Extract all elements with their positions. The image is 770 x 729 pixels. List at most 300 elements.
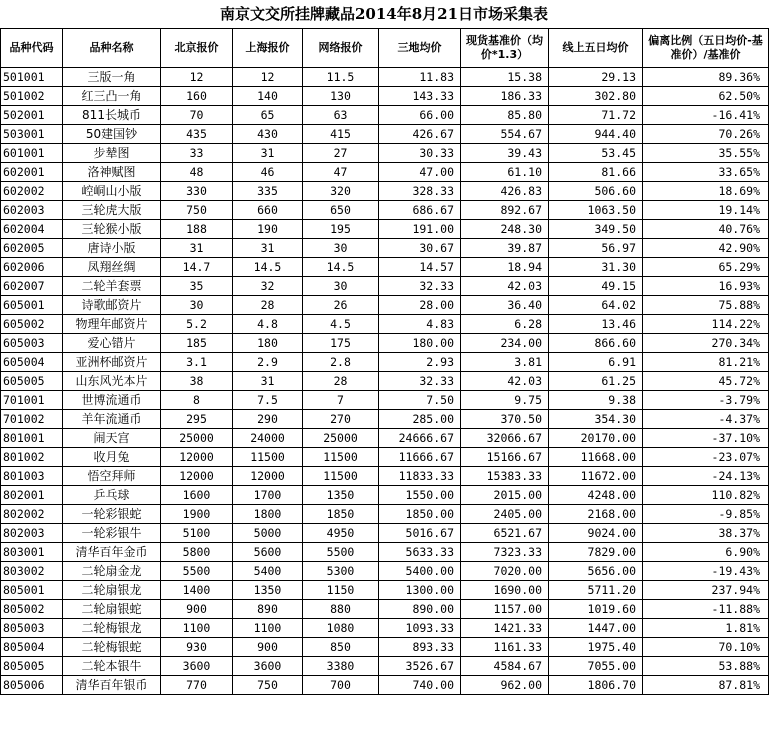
cell-deviation: -24.13% <box>643 467 769 486</box>
cell-avg: 426.67 <box>379 125 461 144</box>
cell-five-day: 1063.50 <box>549 201 643 220</box>
cell-beijing: 770 <box>161 676 233 695</box>
cell-base: 15383.33 <box>461 467 549 486</box>
table-row <box>1 68 769 87</box>
cell-avg: 1850.00 <box>379 505 461 524</box>
cell-beijing: 900 <box>161 600 233 619</box>
cell-five-day: 9024.00 <box>549 524 643 543</box>
cell-avg: 180.00 <box>379 334 461 353</box>
cell-base: 15166.67 <box>461 448 549 467</box>
cell-deviation: 270.34% <box>643 334 769 353</box>
cell-deviation: -19.43% <box>643 562 769 581</box>
cell-beijing: 330 <box>161 182 233 201</box>
cell-five-day: 29.13 <box>549 68 643 87</box>
cell-base: 15.38 <box>461 68 549 87</box>
cell-base: 186.33 <box>461 87 549 106</box>
cell-five-day: 9.38 <box>549 391 643 410</box>
cell-base: 42.03 <box>461 277 549 296</box>
cell-code: 605001 <box>1 296 63 315</box>
header-deviation: 偏离比例（五日均价-基准价）/基准价 <box>643 29 769 68</box>
header-row <box>1 29 769 68</box>
cell-avg: 3526.67 <box>379 657 461 676</box>
table-row <box>1 600 769 619</box>
cell-five-day: 49.15 <box>549 277 643 296</box>
cell-deviation: 16.93% <box>643 277 769 296</box>
cell-name: 三版一角 <box>63 68 161 87</box>
table-row <box>1 657 769 676</box>
cell-avg: 4.83 <box>379 315 461 334</box>
table-row <box>1 258 769 277</box>
cell-shanghai: 5400 <box>233 562 303 581</box>
cell-online: 26 <box>303 296 379 315</box>
cell-shanghai: 140 <box>233 87 303 106</box>
cell-deviation: 33.65% <box>643 163 769 182</box>
cell-avg: 328.33 <box>379 182 461 201</box>
cell-beijing: 5500 <box>161 562 233 581</box>
cell-shanghai: 5600 <box>233 543 303 562</box>
cell-base: 61.10 <box>461 163 549 182</box>
cell-avg: 32.33 <box>379 277 461 296</box>
cell-code: 801002 <box>1 448 63 467</box>
table-row <box>1 486 769 505</box>
cell-online: 270 <box>303 410 379 429</box>
cell-name: 三轮猴小版 <box>63 220 161 239</box>
cell-shanghai: 7.5 <box>233 391 303 410</box>
cell-online: 11500 <box>303 467 379 486</box>
cell-beijing: 12000 <box>161 467 233 486</box>
cell-name: 50建国钞 <box>63 125 161 144</box>
table-row <box>1 619 769 638</box>
cell-base: 6.28 <box>461 315 549 334</box>
cell-beijing: 1100 <box>161 619 233 638</box>
cell-avg: 32.33 <box>379 372 461 391</box>
price-table <box>0 28 769 695</box>
cell-base: 892.67 <box>461 201 549 220</box>
cell-shanghai: 430 <box>233 125 303 144</box>
table-row <box>1 581 769 600</box>
cell-avg: 890.00 <box>379 600 461 619</box>
cell-name: 清华百年银币 <box>63 676 161 695</box>
cell-name: 世博流通币 <box>63 391 161 410</box>
cell-online: 4.5 <box>303 315 379 334</box>
cell-avg: 5400.00 <box>379 562 461 581</box>
cell-code: 801003 <box>1 467 63 486</box>
table-row <box>1 543 769 562</box>
cell-name: 红三凸一角 <box>63 87 161 106</box>
cell-avg: 7.50 <box>379 391 461 410</box>
cell-online: 700 <box>303 676 379 695</box>
cell-deviation: 40.76% <box>643 220 769 239</box>
cell-beijing: 1600 <box>161 486 233 505</box>
cell-name: 爱心错片 <box>63 334 161 353</box>
cell-base: 4584.67 <box>461 657 549 676</box>
table-row <box>1 676 769 695</box>
cell-avg: 2.93 <box>379 353 461 372</box>
cell-shanghai: 900 <box>233 638 303 657</box>
cell-base: 7020.00 <box>461 562 549 581</box>
cell-name: 二轮羊套票 <box>63 277 161 296</box>
cell-deviation: -4.37% <box>643 410 769 429</box>
table-row <box>1 448 769 467</box>
cell-deviation: 62.50% <box>643 87 769 106</box>
cell-avg: 24666.67 <box>379 429 461 448</box>
table-row <box>1 239 769 258</box>
cell-deviation: 237.94% <box>643 581 769 600</box>
cell-shanghai: 335 <box>233 182 303 201</box>
cell-deviation: 87.81% <box>643 676 769 695</box>
cell-base: 7323.33 <box>461 543 549 562</box>
cell-avg: 5633.33 <box>379 543 461 562</box>
cell-beijing: 295 <box>161 410 233 429</box>
cell-name: 羊年流通币 <box>63 410 161 429</box>
cell-deviation: 38.37% <box>643 524 769 543</box>
cell-deviation: 70.10% <box>643 638 769 657</box>
table-row <box>1 277 769 296</box>
table-row <box>1 638 769 657</box>
cell-five-day: 5656.00 <box>549 562 643 581</box>
cell-name: 步辇图 <box>63 144 161 163</box>
cell-five-day: 7055.00 <box>549 657 643 676</box>
table-row <box>1 562 769 581</box>
cell-base: 234.00 <box>461 334 549 353</box>
cell-avg: 1300.00 <box>379 581 461 600</box>
cell-code: 805004 <box>1 638 63 657</box>
cell-five-day: 4248.00 <box>549 486 643 505</box>
cell-avg: 30.67 <box>379 239 461 258</box>
cell-name: 清华百年金币 <box>63 543 161 562</box>
cell-shanghai: 890 <box>233 600 303 619</box>
cell-five-day: 1806.70 <box>549 676 643 695</box>
table-row <box>1 410 769 429</box>
cell-shanghai: 65 <box>233 106 303 125</box>
cell-base: 962.00 <box>461 676 549 695</box>
cell-base: 85.80 <box>461 106 549 125</box>
cell-five-day: 64.02 <box>549 296 643 315</box>
cell-beijing: 38 <box>161 372 233 391</box>
cell-name: 崆峒山小版 <box>63 182 161 201</box>
cell-shanghai: 1800 <box>233 505 303 524</box>
table-row <box>1 524 769 543</box>
cell-name: 亚洲杯邮资片 <box>63 353 161 372</box>
cell-online: 1150 <box>303 581 379 600</box>
cell-code: 602007 <box>1 277 63 296</box>
cell-code: 601001 <box>1 144 63 163</box>
header-five-day: 线上五日均价 <box>549 29 643 68</box>
cell-shanghai: 14.5 <box>233 258 303 277</box>
cell-avg: 191.00 <box>379 220 461 239</box>
cell-code: 805006 <box>1 676 63 695</box>
table-body <box>1 68 769 695</box>
cell-name: 诗歌邮资片 <box>63 296 161 315</box>
cell-avg: 11833.33 <box>379 467 461 486</box>
cell-beijing: 14.7 <box>161 258 233 277</box>
cell-base: 9.75 <box>461 391 549 410</box>
cell-online: 880 <box>303 600 379 619</box>
cell-online: 415 <box>303 125 379 144</box>
table-row <box>1 429 769 448</box>
cell-deviation: 1.81% <box>643 619 769 638</box>
cell-avg: 1550.00 <box>379 486 461 505</box>
cell-beijing: 48 <box>161 163 233 182</box>
cell-base: 1421.33 <box>461 619 549 638</box>
table-row <box>1 182 769 201</box>
cell-name: 一轮彩银蛇 <box>63 505 161 524</box>
cell-online: 63 <box>303 106 379 125</box>
cell-shanghai: 31 <box>233 144 303 163</box>
cell-shanghai: 28 <box>233 296 303 315</box>
cell-deviation: 81.21% <box>643 353 769 372</box>
cell-five-day: 71.72 <box>549 106 643 125</box>
cell-five-day: 56.97 <box>549 239 643 258</box>
cell-five-day: 31.30 <box>549 258 643 277</box>
cell-deviation: -11.88% <box>643 600 769 619</box>
cell-name: 二轮扇银龙 <box>63 581 161 600</box>
table-row <box>1 220 769 239</box>
cell-name: 收月兔 <box>63 448 161 467</box>
cell-beijing: 1900 <box>161 505 233 524</box>
table-row <box>1 106 769 125</box>
cell-name: 唐诗小版 <box>63 239 161 258</box>
cell-avg: 285.00 <box>379 410 461 429</box>
cell-code: 802003 <box>1 524 63 543</box>
cell-avg: 1093.33 <box>379 619 461 638</box>
cell-five-day: 506.60 <box>549 182 643 201</box>
cell-beijing: 33 <box>161 144 233 163</box>
cell-online: 175 <box>303 334 379 353</box>
cell-deviation: -37.10% <box>643 429 769 448</box>
cell-code: 602001 <box>1 163 63 182</box>
cell-five-day: 349.50 <box>549 220 643 239</box>
cell-shanghai: 750 <box>233 676 303 695</box>
cell-online: 28 <box>303 372 379 391</box>
cell-shanghai: 32 <box>233 277 303 296</box>
cell-shanghai: 3600 <box>233 657 303 676</box>
cell-avg: 740.00 <box>379 676 461 695</box>
cell-code: 701002 <box>1 410 63 429</box>
cell-shanghai: 24000 <box>233 429 303 448</box>
cell-code: 803001 <box>1 543 63 562</box>
cell-online: 47 <box>303 163 379 182</box>
cell-avg: 11.83 <box>379 68 461 87</box>
cell-online: 30 <box>303 239 379 258</box>
table-row <box>1 125 769 144</box>
cell-beijing: 70 <box>161 106 233 125</box>
cell-five-day: 5711.20 <box>549 581 643 600</box>
cell-five-day: 1447.00 <box>549 619 643 638</box>
cell-five-day: 944.40 <box>549 125 643 144</box>
cell-beijing: 435 <box>161 125 233 144</box>
cell-code: 802002 <box>1 505 63 524</box>
cell-beijing: 160 <box>161 87 233 106</box>
cell-avg: 47.00 <box>379 163 461 182</box>
cell-deviation: 42.90% <box>643 239 769 258</box>
cell-deviation: 75.88% <box>643 296 769 315</box>
cell-deviation: -16.41% <box>643 106 769 125</box>
cell-deviation: 70.26% <box>643 125 769 144</box>
cell-beijing: 12000 <box>161 448 233 467</box>
cell-online: 4950 <box>303 524 379 543</box>
cell-code: 602003 <box>1 201 63 220</box>
cell-shanghai: 4.8 <box>233 315 303 334</box>
cell-deviation: 89.36% <box>643 68 769 87</box>
cell-base: 2405.00 <box>461 505 549 524</box>
cell-shanghai: 31 <box>233 239 303 258</box>
cell-code: 805001 <box>1 581 63 600</box>
cell-five-day: 866.60 <box>549 334 643 353</box>
cell-base: 36.40 <box>461 296 549 315</box>
table-row <box>1 87 769 106</box>
cell-five-day: 354.30 <box>549 410 643 429</box>
cell-online: 195 <box>303 220 379 239</box>
cell-online: 130 <box>303 87 379 106</box>
cell-deviation: 65.29% <box>643 258 769 277</box>
header-name: 品种名称 <box>63 29 161 68</box>
cell-shanghai: 660 <box>233 201 303 220</box>
cell-shanghai: 12 <box>233 68 303 87</box>
table-row <box>1 315 769 334</box>
cell-five-day: 7829.00 <box>549 543 643 562</box>
cell-avg: 66.00 <box>379 106 461 125</box>
cell-name: 闹天宫 <box>63 429 161 448</box>
cell-shanghai: 46 <box>233 163 303 182</box>
cell-name: 二轮本银牛 <box>63 657 161 676</box>
cell-beijing: 12 <box>161 68 233 87</box>
cell-deviation: 110.82% <box>643 486 769 505</box>
cell-name: 乒乓球 <box>63 486 161 505</box>
cell-deviation: 114.22% <box>643 315 769 334</box>
cell-shanghai: 1700 <box>233 486 303 505</box>
cell-code: 805002 <box>1 600 63 619</box>
header-code: 品种代码 <box>1 29 63 68</box>
cell-online: 320 <box>303 182 379 201</box>
cell-code: 605005 <box>1 372 63 391</box>
cell-code: 602002 <box>1 182 63 201</box>
cell-online: 5300 <box>303 562 379 581</box>
cell-five-day: 2168.00 <box>549 505 643 524</box>
cell-beijing: 8 <box>161 391 233 410</box>
cell-five-day: 61.25 <box>549 372 643 391</box>
cell-avg: 30.33 <box>379 144 461 163</box>
cell-deviation: 19.14% <box>643 201 769 220</box>
table-row <box>1 505 769 524</box>
cell-code: 805003 <box>1 619 63 638</box>
cell-base: 1157.00 <box>461 600 549 619</box>
cell-code: 605002 <box>1 315 63 334</box>
cell-deviation: 6.90% <box>643 543 769 562</box>
cell-base: 1690.00 <box>461 581 549 600</box>
cell-deviation: 45.72% <box>643 372 769 391</box>
cell-beijing: 25000 <box>161 429 233 448</box>
cell-five-day: 1019.60 <box>549 600 643 619</box>
cell-deviation: 53.88% <box>643 657 769 676</box>
cell-code: 805005 <box>1 657 63 676</box>
cell-shanghai: 290 <box>233 410 303 429</box>
cell-name: 悟空拜师 <box>63 467 161 486</box>
cell-online: 14.5 <box>303 258 379 277</box>
cell-name: 物理年邮资片 <box>63 315 161 334</box>
cell-code: 501002 <box>1 87 63 106</box>
cell-code: 602006 <box>1 258 63 277</box>
cell-shanghai: 11500 <box>233 448 303 467</box>
cell-base: 42.03 <box>461 372 549 391</box>
cell-avg: 5016.67 <box>379 524 461 543</box>
cell-base: 18.94 <box>461 258 549 277</box>
cell-five-day: 11668.00 <box>549 448 643 467</box>
cell-online: 27 <box>303 144 379 163</box>
cell-base: 248.30 <box>461 220 549 239</box>
cell-code: 802001 <box>1 486 63 505</box>
cell-online: 650 <box>303 201 379 220</box>
cell-deviation: 18.69% <box>643 182 769 201</box>
table-row <box>1 163 769 182</box>
cell-five-day: 302.80 <box>549 87 643 106</box>
cell-avg: 143.33 <box>379 87 461 106</box>
cell-beijing: 5800 <box>161 543 233 562</box>
cell-five-day: 81.66 <box>549 163 643 182</box>
cell-code: 602004 <box>1 220 63 239</box>
cell-code: 602005 <box>1 239 63 258</box>
cell-base: 1161.33 <box>461 638 549 657</box>
cell-shanghai: 190 <box>233 220 303 239</box>
cell-beijing: 35 <box>161 277 233 296</box>
cell-base: 6521.67 <box>461 524 549 543</box>
header-base: 现货基准价（均价*1.3） <box>461 29 549 68</box>
cell-beijing: 31 <box>161 239 233 258</box>
cell-shanghai: 12000 <box>233 467 303 486</box>
header-beijing: 北京报价 <box>161 29 233 68</box>
header-avg: 三地均价 <box>379 29 461 68</box>
cell-name: 二轮扇银蛇 <box>63 600 161 619</box>
cell-avg: 893.33 <box>379 638 461 657</box>
cell-name: 二轮梅银蛇 <box>63 638 161 657</box>
cell-beijing: 750 <box>161 201 233 220</box>
cell-shanghai: 1350 <box>233 581 303 600</box>
cell-online: 30 <box>303 277 379 296</box>
cell-base: 2015.00 <box>461 486 549 505</box>
header-shanghai: 上海报价 <box>233 29 303 68</box>
cell-code: 701001 <box>1 391 63 410</box>
cell-five-day: 11672.00 <box>549 467 643 486</box>
cell-beijing: 185 <box>161 334 233 353</box>
cell-five-day: 13.46 <box>549 315 643 334</box>
header-online: 网络报价 <box>303 29 379 68</box>
cell-base: 3.81 <box>461 353 549 372</box>
cell-deviation: -23.07% <box>643 448 769 467</box>
cell-online: 2.8 <box>303 353 379 372</box>
table-row <box>1 391 769 410</box>
cell-deviation: 35.55% <box>643 144 769 163</box>
cell-beijing: 1400 <box>161 581 233 600</box>
cell-deviation: -9.85% <box>643 505 769 524</box>
cell-name: 811长城币 <box>63 106 161 125</box>
table-row <box>1 296 769 315</box>
cell-base: 554.67 <box>461 125 549 144</box>
cell-name: 二轮梅银龙 <box>63 619 161 638</box>
table-row <box>1 201 769 220</box>
cell-avg: 11666.67 <box>379 448 461 467</box>
cell-code: 803002 <box>1 562 63 581</box>
cell-online: 850 <box>303 638 379 657</box>
cell-name: 山东风光本片 <box>63 372 161 391</box>
cell-avg: 28.00 <box>379 296 461 315</box>
table-row <box>1 353 769 372</box>
cell-beijing: 3600 <box>161 657 233 676</box>
cell-beijing: 188 <box>161 220 233 239</box>
cell-beijing: 30 <box>161 296 233 315</box>
cell-beijing: 3.1 <box>161 353 233 372</box>
cell-avg: 14.57 <box>379 258 461 277</box>
cell-code: 605003 <box>1 334 63 353</box>
